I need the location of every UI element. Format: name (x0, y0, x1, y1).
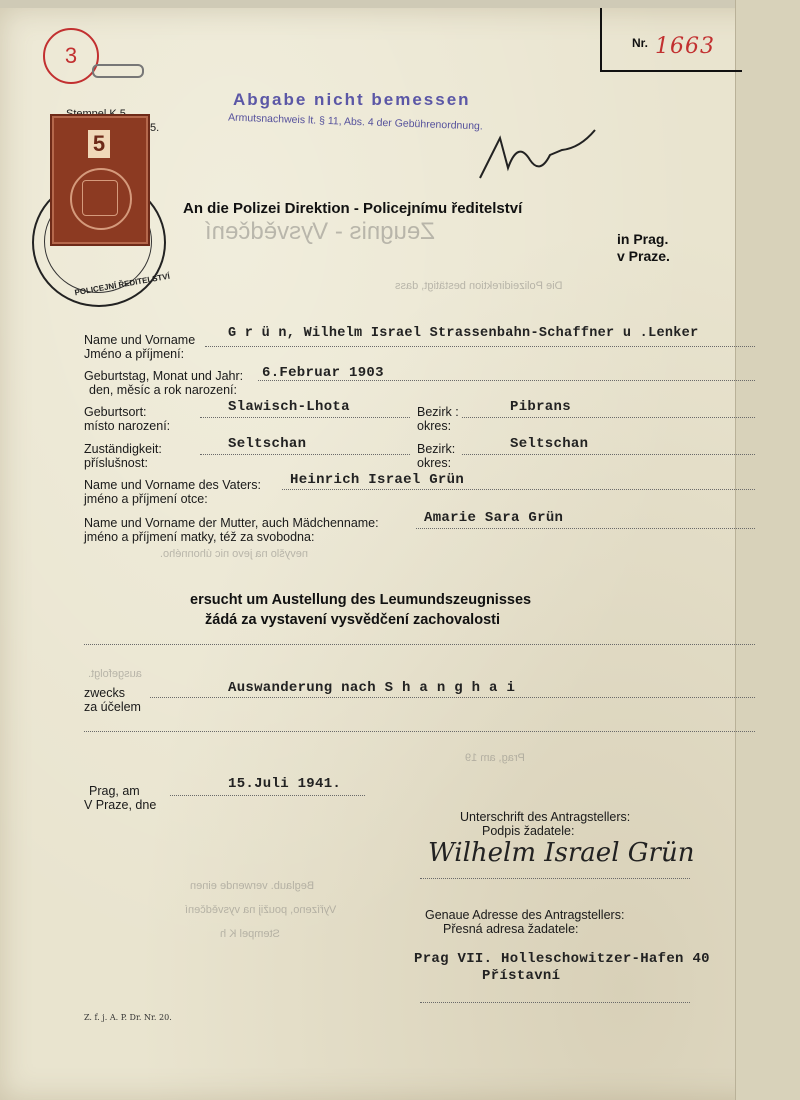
mother-label-cs: jméno a příjmení matky, též za svobodna: (84, 530, 315, 544)
city-de: in Prag. (617, 231, 669, 247)
applicant-signature: Wilhelm Israel Grün (428, 838, 695, 868)
bleed-through-text: Die Polizeidirektion bestätigt, dass (395, 280, 563, 292)
district2-label-cs: okres: (417, 456, 452, 470)
purpose-value: Auswanderung nach S h a n g h a i (228, 680, 516, 696)
signature-label-de: Unterschrift des Antragstellers: (460, 810, 631, 824)
name-value: G r ü n, Wilhelm Israel Strassenbahn-Schaffner u .Lenker (228, 326, 699, 341)
signature-line (420, 878, 690, 879)
violet-stamp-line1: Abgabe nicht bemessen (233, 90, 471, 109)
district1-label-de: Bezirk : (417, 405, 459, 419)
father-value: Heinrich Israel Grün (290, 472, 465, 488)
document-title: An die Polizei Direktion - Policejnímu ředitelství (183, 200, 523, 217)
address-label-de: Genaue Adresse des Antragstellers: (425, 908, 625, 922)
name-label-de: Name und Vorname (84, 333, 196, 347)
mother-label-de: Name und Vorname der Mutter, auch Mädchenname: (84, 516, 379, 530)
bleed-through-block3: Stempel K h (220, 928, 280, 940)
mother-value: Amarie Sara Grün (424, 510, 564, 526)
birthplace-line (200, 417, 410, 418)
mother-line (416, 528, 755, 529)
address-line (420, 1002, 690, 1003)
district2-value: Seltschan (510, 436, 589, 452)
request-line (84, 644, 755, 645)
request-de: ersucht um Austellung des Leumundszeugnisses (190, 592, 532, 608)
stamp-fee-value: 5. (150, 122, 160, 134)
purpose-label-cs: za účelem (84, 700, 141, 714)
district1-value: Pibrans (510, 399, 571, 415)
birthplace-label-de: Geburtsort: (84, 405, 147, 419)
birthplace-label-cs: místo narození: (84, 419, 171, 433)
nr-label: Nr. (632, 36, 649, 50)
revenue-stamp (50, 114, 150, 246)
purpose-line (150, 697, 755, 698)
bleed-through-purpose: ausgefolgt. (88, 668, 142, 680)
birth-value: 6.Februar 1903 (262, 365, 384, 381)
city-cs: v Praze. (617, 248, 670, 264)
father-label-de: Name und Vorname des Vaters: (84, 478, 261, 492)
name-line (205, 346, 755, 347)
signature-label-cs: Podpis žadatele: (482, 824, 575, 838)
district2-line (462, 454, 755, 455)
paperclip-icon (92, 64, 144, 78)
date-value: 15.Juli 1941. (228, 776, 342, 792)
revenue-stamp-value: 5 (88, 130, 110, 158)
bleed-through-block1: Beglaub. verwende einen (190, 880, 315, 892)
residence-label-de: Zuständigkeit: (84, 442, 162, 456)
father-label-cs: jméno a příjmení otce: (84, 492, 208, 506)
address-line2: Přístavní (482, 968, 561, 984)
date-label-de: Prag, am (89, 784, 140, 798)
official-signature-icon (470, 120, 610, 190)
bleed-through-block2: Vyřízeno, použij na vysvědčení (185, 904, 337, 916)
date-label-cs: V Praze, dne (84, 798, 157, 812)
nr-value: 1663 (655, 34, 715, 59)
crest-shield-icon (82, 180, 118, 216)
circled-number: 3 (43, 28, 99, 84)
purpose-line-2 (84, 731, 755, 732)
residence-value: Seltschan (228, 436, 307, 452)
address-label-cs: Přesná adresa žadatele: (443, 922, 579, 936)
birth-label-de: Geburtstag, Monat und Jahr: (84, 369, 244, 383)
page-edge (735, 0, 800, 1100)
birth-label-cs: den, měsíc a rok narození: (89, 383, 237, 397)
date-line (170, 795, 365, 796)
residence-line (200, 454, 410, 455)
purpose-label-de: zwecks (84, 686, 125, 700)
father-line (282, 489, 755, 490)
address-line1: Prag VII. Holleschowitzer-Hafen 40 (414, 951, 710, 967)
bleed-through-heading: Zeugnis - Vysvědčení (205, 218, 435, 245)
district1-line (462, 417, 755, 418)
name-label-cs: Jméno a příjmení: (84, 347, 185, 361)
residence-label-cs: příslušnost: (84, 456, 148, 470)
district1-label-cs: okres: (417, 419, 452, 433)
violet-stamp-line2: Armutsnachweis lt. § 11, Abs. 4 der Gebührenordnung. (227, 111, 484, 133)
birthplace-value: Slawisch-Lhota (228, 399, 350, 415)
district2-label-de: Bezirk: (417, 442, 456, 456)
printer-code: Z. f. j. A. P. Dr. Nr. 20. (84, 1013, 172, 1022)
bleed-through-line: nevyšlo na jevo nic úhonného. (160, 548, 308, 560)
bleed-through-date: Prag, am 19 (465, 752, 525, 764)
seal-text: POLICEJNÍ ŘEDITELSTVÍ (73, 271, 171, 298)
request-cs: žádá za vystavení vysvědčení zachovalosti (205, 612, 500, 628)
